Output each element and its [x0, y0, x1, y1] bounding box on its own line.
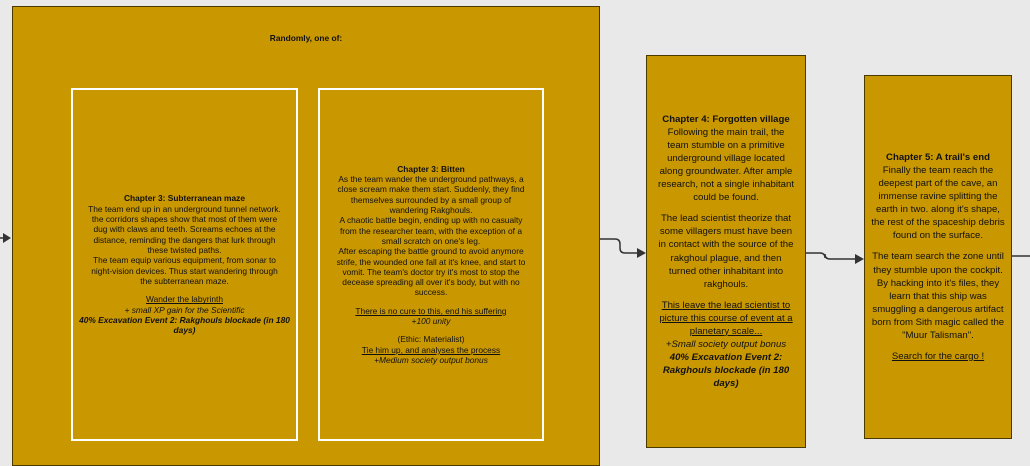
ch5-body-line: found on the surface.: [892, 230, 984, 242]
ch4-option-line[interactable]: planetary scale...: [689, 325, 763, 337]
ch4-title: Chapter 4: Forgotten village: [662, 114, 790, 126]
ch5-body-line: The team search the zone until: [872, 251, 1004, 263]
ch3-bitten-body-line: After escaping the battle ground to avoid anymore: [338, 246, 524, 257]
ch5-body-line: born from Sith magic called the: [871, 316, 1005, 328]
ch5-body-line: learn that this ship was: [889, 290, 987, 302]
connector-container-to-ch4: [600, 239, 646, 258]
ch3-bitten-body-line: As the team wander the underground pathways, a: [338, 173, 524, 184]
ch3-bitten-ethic-requirement: (Ethic: Materialist): [397, 334, 465, 345]
ch4-body-line: Following the main trail, the: [667, 127, 785, 139]
ch5-body-line: "Muur Talisman".: [902, 329, 974, 341]
ch3-maze-title: Chapter 3: Subterranean maze: [123, 193, 245, 204]
ch5-body-line: the rest of the spaceship debris: [871, 217, 1005, 229]
card-chapter3-subterranean-maze: [71, 88, 298, 441]
random-choice-container: [12, 6, 600, 466]
ch4-body-line: The lead scientist theorize that: [660, 213, 792, 225]
ch3-bitten-body-line: A chaotic battle begin, ending up with no casualty: [339, 215, 523, 226]
ch4-body-line: rakghouls.: [703, 278, 749, 290]
ch4-body-line: team stumble on a primitive: [667, 140, 785, 152]
container-header: Randomly, one of:: [269, 33, 343, 43]
ch3-maze-option-wander[interactable]: Wander the labyrinth: [146, 294, 223, 305]
card-chapter5-trails-end: [864, 75, 1012, 439]
ch3-maze-body-line: these twisted paths.: [147, 245, 222, 255]
ch3-maze-body-line: The team equip various equipment, from sonar to: [93, 255, 276, 266]
ch4-option-line[interactable]: This leave the lead scientist to: [661, 299, 791, 311]
ch4-body-line: turned other inhabitant into: [668, 265, 784, 277]
ch5-option-search-cargo[interactable]: Search for the cargo !: [891, 350, 985, 362]
ch3-bitten-option-end-suffering[interactable]: There is no cure to this, end his suffering: [355, 305, 507, 316]
ch3-bitten-option-tie-up[interactable]: Tie him up, and analyses the process: [361, 344, 501, 355]
ch3-bitten-body-line: close scream make them start. Suddenly, they find: [337, 184, 525, 195]
ch4-option-effect: +Small society output bonus: [665, 338, 787, 350]
ch3-maze-body-line: night-vision devices. Thus start wandering through: [91, 265, 278, 276]
ch5-body-line: they stumble upon the cockpit.: [873, 264, 1003, 276]
ch5-body-line: immense ravine splitting the: [878, 191, 998, 203]
ch3-bitten-option2-effect: +Medium society output bonus: [374, 355, 488, 366]
ch3-bitten-body-line: themselves surrounded by a small group of: [350, 194, 512, 205]
ch5-body-line: smuggling a dangerous artifact: [872, 303, 1004, 315]
ch3-bitten-body-line: small scratch on one's leg.: [381, 235, 481, 246]
ch3-maze-body-line: distance, reminding the dangers that lurk through: [93, 234, 276, 245]
ch3-bitten-body-line: success.: [414, 287, 448, 298]
ch4-body-line: in contact with the source of the: [658, 239, 794, 251]
ch4-body-line: along groundwater. After ample: [659, 166, 793, 178]
ch3-maze-body-line: The team end up in an underground tunnel network.: [88, 203, 281, 214]
card-chapter4-forgotten-village: [646, 55, 806, 448]
ch5-title: Chapter 5: A trail's end: [886, 152, 990, 164]
ch4-event-line: Rakghouls blockade (in 180: [662, 364, 790, 376]
ch5-body-line: earth in two. along it's shape,: [876, 204, 1000, 216]
connector-left-arrow: [0, 233, 11, 243]
ch3-maze-body-line: dug with claws and teeth. Screams echoes at the: [93, 224, 276, 235]
ch3-bitten-title: Chapter 3: Bitten: [397, 163, 465, 174]
ch3-bitten-body-line: from the researcher team, with the exception of a: [339, 225, 522, 236]
ch4-body-line: rakghoul plague, and then: [670, 252, 782, 264]
ch5-body-line: deepest part of the cave, an: [878, 178, 998, 190]
connector-ch4-to-ch5: [805, 253, 864, 264]
ch4-event-line: 40% Excavation Event 2:: [669, 351, 783, 363]
card-chapter3-bitten: [318, 88, 544, 441]
ch4-option-line[interactable]: picture this course of event at a: [659, 312, 793, 324]
ch4-body-line: underground village located: [667, 153, 785, 165]
ch4-event-line: days): [713, 377, 739, 389]
ch5-body-line: By hacking into it's files, they: [876, 277, 1000, 289]
ch4-body-line: research, not a single inhabitant: [658, 179, 794, 191]
ch3-maze-body-line: the corridors shapes show that most of them were: [91, 214, 278, 225]
ch4-body-line: could be found.: [693, 192, 759, 204]
ch4-body-line: some villagers must have been: [659, 226, 793, 238]
ch3-maze-event-line: days): [173, 325, 196, 336]
ch3-bitten-body-line: strife, the wounded one fall at it's knee, and start to: [336, 256, 526, 267]
ch3-maze-event-line: 40% Excavation Event 2: Rakghouls blockade (in 180: [79, 314, 290, 325]
ch3-maze-body-line: the subterranean maze.: [140, 275, 229, 286]
ch3-bitten-body-line: decease spreading all over it's body, but with no: [342, 277, 520, 288]
ch5-body-line: Finally the team reach the: [882, 165, 994, 177]
ch3-bitten-body-line: vomit. The team's doctor try it's most to stop the: [342, 266, 520, 277]
ch3-bitten-option1-effect: +100 unity: [411, 316, 451, 327]
ch3-bitten-body-line: wandering Rakghouls.: [389, 204, 473, 215]
ch3-maze-option-effect: + small XP gain for the Scientific: [124, 304, 245, 315]
